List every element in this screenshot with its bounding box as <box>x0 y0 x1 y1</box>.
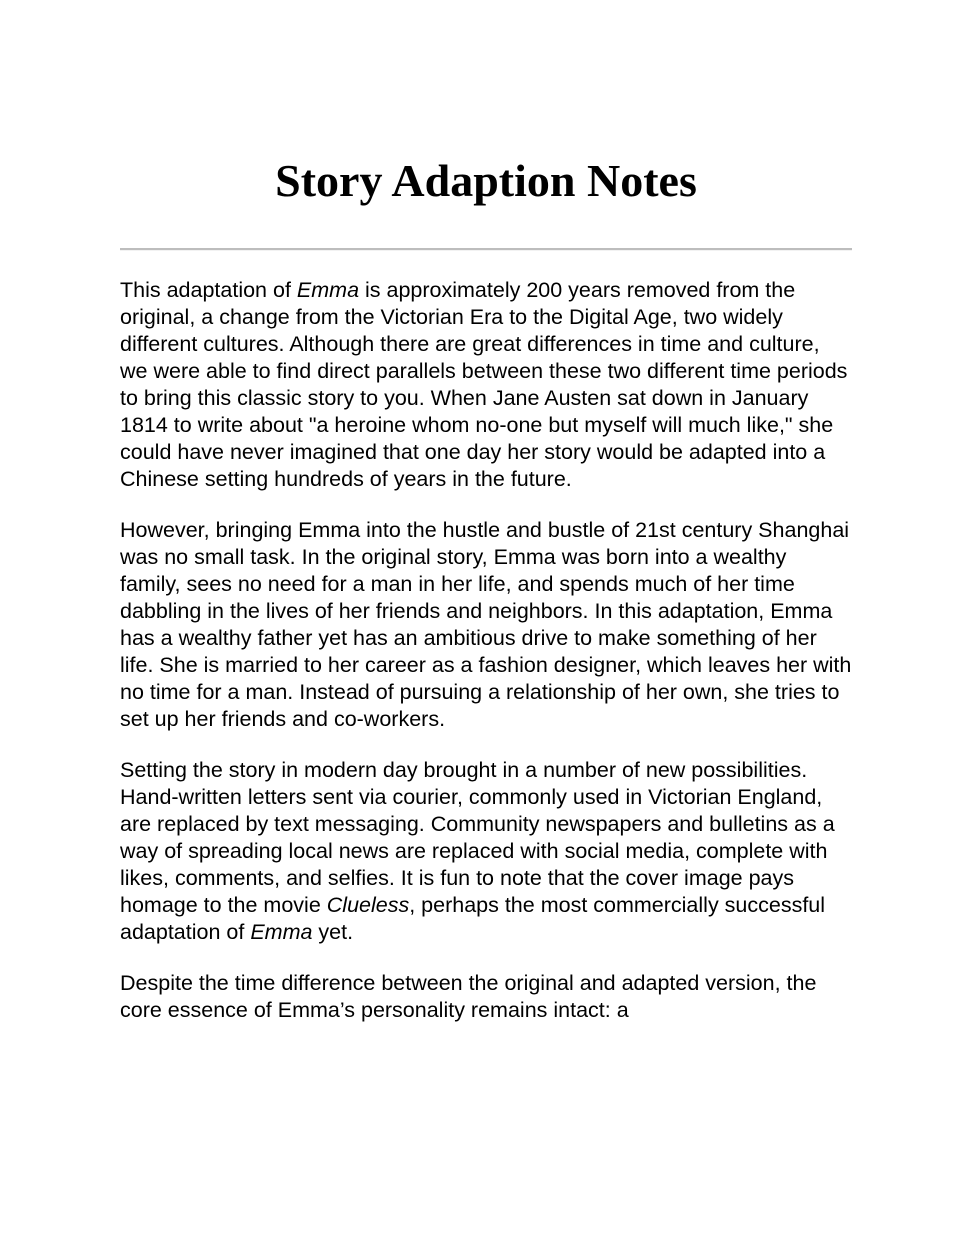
paragraph-4: Despite the time difference between the original and adapted version, the core essence of Emma’s personality remains intact: a <box>120 971 817 1023</box>
paragraph-3: Setting the story in modern day brought in a number of new possibilities. Hand-written letters sent via courier, commonly used in Victorian England, are replaced by text messaging. Community newspapers and bulletins as a way of spreading local news are replaced with social media, complete with likes, comments, and selfies. It is fun to note that the cover image pays homage to the movie Clueless, perhaps the most commercially successful adaptation of Emma yet. <box>120 758 835 945</box>
document-body <box>120 277 852 1024</box>
document-title: Story Adaption Notes <box>275 155 697 206</box>
paragraph-1: This adaptation of Emma is approximately 200 years removed from the original, a change from the Victorian Era to the Digital Age, two widely different cultures. Although there are great differences in time and culture, we were able to find direct parallels between these two different time periods to bring this classic story to you. When Jane Austen sat down in January 1814 to write about "a heroine whom no-one but myself will much like," she could have never imagined that one day her story would be adapted into a Chinese setting hundreds of years in the future. <box>120 278 848 492</box>
title-divider <box>120 248 852 251</box>
document-page <box>120 0 852 1024</box>
paragraph-2: However, bringing Emma into the hustle and bustle of 21st century Shanghai was no small task. In the original story, Emma was born into a wealthy family, sees no need for a man in her life, and spends much of her time dabbling in the lives of her friends and neighbors. In this adaptation, Emma has a wealthy father yet has an ambitious drive to make something of her life. She is married to her career as a fashion designer, which leaves her with no time for a man. Instead of pursuing a relationship of her own, she tries to set up her friends and co-workers. <box>120 518 852 732</box>
